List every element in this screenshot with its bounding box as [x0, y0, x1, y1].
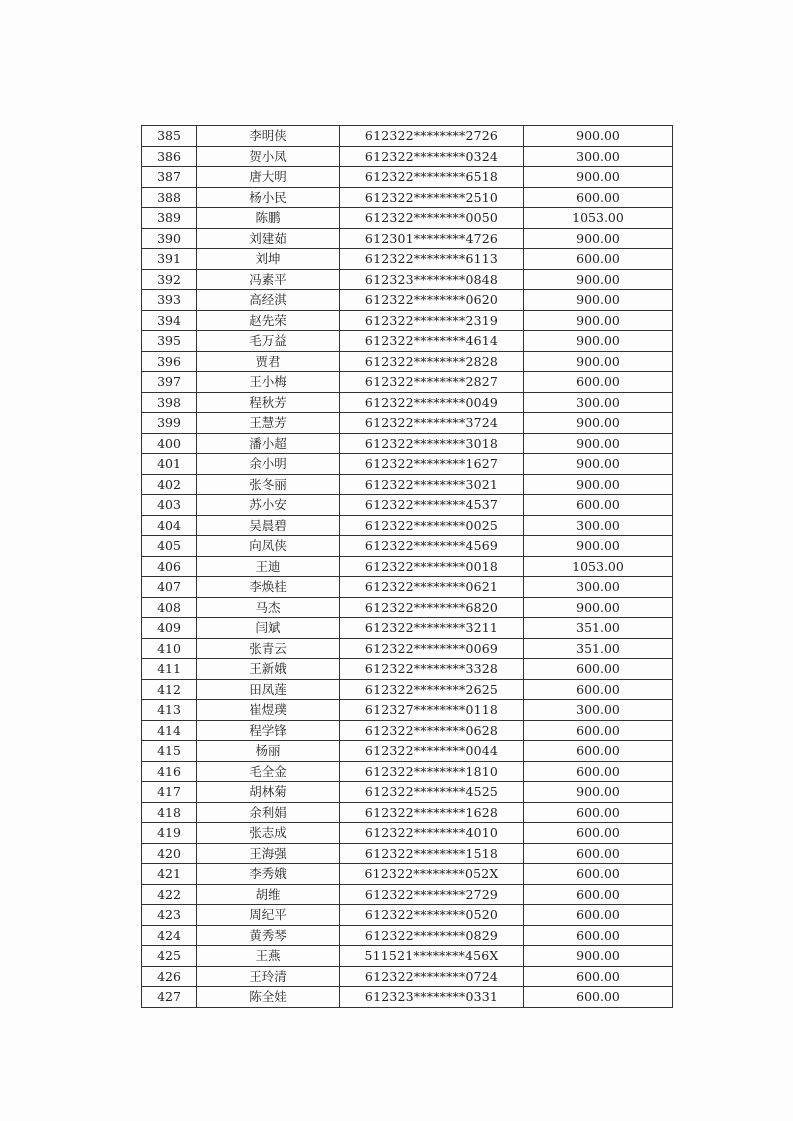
id-number-cell: 612322********0025	[340, 515, 524, 536]
row-number-cell: 425	[142, 946, 197, 967]
row-number-cell: 424	[142, 925, 197, 946]
amount-cell: 600.00	[524, 249, 673, 270]
roster-table	[141, 125, 673, 1008]
id-number-cell: 612322********0724	[340, 966, 524, 987]
table-row	[142, 228, 673, 249]
row-number-cell: 388	[142, 187, 197, 208]
name-cell: 杨小民	[197, 187, 340, 208]
row-number-cell: 403	[142, 495, 197, 516]
id-number-cell: 612322********3211	[340, 618, 524, 639]
name-cell: 贺小凤	[197, 146, 340, 167]
table-row	[142, 290, 673, 311]
table-row	[142, 679, 673, 700]
row-number-cell: 419	[142, 823, 197, 844]
amount-cell: 900.00	[524, 331, 673, 352]
name-cell: 苏小安	[197, 495, 340, 516]
amount-cell: 900.00	[524, 782, 673, 803]
table-row	[142, 413, 673, 434]
amount-cell: 600.00	[524, 823, 673, 844]
name-cell: 毛万益	[197, 331, 340, 352]
amount-cell: 600.00	[524, 761, 673, 782]
amount-cell: 900.00	[524, 351, 673, 372]
table-row	[142, 761, 673, 782]
row-number-cell: 409	[142, 618, 197, 639]
id-number-cell: 612322********2625	[340, 679, 524, 700]
name-cell: 向凤侠	[197, 536, 340, 557]
row-number-cell: 395	[142, 331, 197, 352]
table-row	[142, 720, 673, 741]
name-cell: 李秀娥	[197, 864, 340, 885]
id-number-cell: 612322********1627	[340, 454, 524, 475]
table-row	[142, 884, 673, 905]
table-row	[142, 823, 673, 844]
name-cell: 胡维	[197, 884, 340, 905]
row-number-cell: 418	[142, 802, 197, 823]
name-cell: 刘坤	[197, 249, 340, 270]
name-cell: 余小明	[197, 454, 340, 475]
amount-cell: 900.00	[524, 269, 673, 290]
row-number-cell: 407	[142, 577, 197, 598]
id-number-cell: 612322********4569	[340, 536, 524, 557]
row-number-cell: 408	[142, 597, 197, 618]
name-cell: 赵先荣	[197, 310, 340, 331]
id-number-cell: 612322********0620	[340, 290, 524, 311]
row-number-cell: 387	[142, 167, 197, 188]
amount-cell: 600.00	[524, 864, 673, 885]
table-row	[142, 843, 673, 864]
row-number-cell: 397	[142, 372, 197, 393]
table-row	[142, 638, 673, 659]
table-row	[142, 864, 673, 885]
amount-cell: 600.00	[524, 843, 673, 864]
row-number-cell: 426	[142, 966, 197, 987]
id-number-cell: 612322********2510	[340, 187, 524, 208]
name-cell: 闫斌	[197, 618, 340, 639]
row-number-cell: 396	[142, 351, 197, 372]
amount-cell: 600.00	[524, 679, 673, 700]
table-row	[142, 269, 673, 290]
row-number-cell: 415	[142, 741, 197, 762]
name-cell: 毛全金	[197, 761, 340, 782]
row-number-cell: 386	[142, 146, 197, 167]
id-number-cell: 511521********456X	[340, 946, 524, 967]
id-number-cell: 612322********0049	[340, 392, 524, 413]
name-cell: 王玲清	[197, 966, 340, 987]
amount-cell: 600.00	[524, 802, 673, 823]
name-cell: 张冬丽	[197, 474, 340, 495]
id-number-cell: 612322********2827	[340, 372, 524, 393]
name-cell: 胡林菊	[197, 782, 340, 803]
id-number-cell: 612322********6113	[340, 249, 524, 270]
table-row	[142, 392, 673, 413]
table-row	[142, 495, 673, 516]
amount-cell: 600.00	[524, 187, 673, 208]
name-cell: 王海强	[197, 843, 340, 864]
amount-cell: 600.00	[524, 987, 673, 1008]
amount-cell: 900.00	[524, 536, 673, 557]
amount-cell: 900.00	[524, 413, 673, 434]
table-row	[142, 946, 673, 967]
table-row	[142, 556, 673, 577]
amount-cell: 600.00	[524, 659, 673, 680]
name-cell: 周纪平	[197, 905, 340, 926]
row-number-cell: 420	[142, 843, 197, 864]
row-number-cell: 399	[142, 413, 197, 434]
id-number-cell: 612322********3328	[340, 659, 524, 680]
id-number-cell: 612322********4010	[340, 823, 524, 844]
amount-cell: 600.00	[524, 372, 673, 393]
table-row	[142, 802, 673, 823]
amount-cell: 900.00	[524, 474, 673, 495]
row-number-cell: 393	[142, 290, 197, 311]
id-number-cell: 612322********3018	[340, 433, 524, 454]
amount-cell: 300.00	[524, 392, 673, 413]
id-number-cell: 612322********3724	[340, 413, 524, 434]
table-row	[142, 905, 673, 926]
row-number-cell: 414	[142, 720, 197, 741]
amount-cell: 900.00	[524, 228, 673, 249]
amount-cell: 900.00	[524, 126, 673, 147]
name-cell: 贾君	[197, 351, 340, 372]
id-number-cell: 612322********0621	[340, 577, 524, 598]
amount-cell: 351.00	[524, 638, 673, 659]
row-number-cell: 411	[142, 659, 197, 680]
name-cell: 王慧芳	[197, 413, 340, 434]
name-cell: 程秋芳	[197, 392, 340, 413]
table-row	[142, 249, 673, 270]
table-row	[142, 577, 673, 598]
name-cell: 唐大明	[197, 167, 340, 188]
table-row	[142, 987, 673, 1008]
name-cell: 张志成	[197, 823, 340, 844]
id-number-cell: 612322********2828	[340, 351, 524, 372]
row-number-cell: 417	[142, 782, 197, 803]
id-number-cell: 612327********0118	[340, 700, 524, 721]
table-row	[142, 126, 673, 147]
name-cell: 黄秀琴	[197, 925, 340, 946]
name-cell: 程学锋	[197, 720, 340, 741]
row-number-cell: 412	[142, 679, 197, 700]
id-number-cell: 612322********2319	[340, 310, 524, 331]
row-number-cell: 391	[142, 249, 197, 270]
name-cell: 张青云	[197, 638, 340, 659]
id-number-cell: 612322********0050	[340, 208, 524, 229]
row-number-cell: 398	[142, 392, 197, 413]
amount-cell: 600.00	[524, 925, 673, 946]
amount-cell: 1053.00	[524, 556, 673, 577]
name-cell: 马杰	[197, 597, 340, 618]
row-number-cell: 423	[142, 905, 197, 926]
amount-cell: 1053.00	[524, 208, 673, 229]
name-cell: 高经淇	[197, 290, 340, 311]
row-number-cell: 400	[142, 433, 197, 454]
name-cell: 崔煜璞	[197, 700, 340, 721]
row-number-cell: 422	[142, 884, 197, 905]
table-row	[142, 741, 673, 762]
table-row	[142, 310, 673, 331]
amount-cell: 900.00	[524, 290, 673, 311]
row-number-cell: 404	[142, 515, 197, 536]
amount-cell: 300.00	[524, 515, 673, 536]
amount-cell: 600.00	[524, 884, 673, 905]
amount-cell: 900.00	[524, 310, 673, 331]
name-cell: 王新娥	[197, 659, 340, 680]
id-number-cell: 612322********0324	[340, 146, 524, 167]
id-number-cell: 612322********1810	[340, 761, 524, 782]
name-cell: 王小梅	[197, 372, 340, 393]
row-number-cell: 416	[142, 761, 197, 782]
name-cell: 李焕桂	[197, 577, 340, 598]
id-number-cell: 612322********2726	[340, 126, 524, 147]
id-number-cell: 612322********3021	[340, 474, 524, 495]
id-number-cell: 612322********4525	[340, 782, 524, 803]
name-cell: 刘建茹	[197, 228, 340, 249]
table-row	[142, 433, 673, 454]
table-row	[142, 597, 673, 618]
id-number-cell: 612322********0018	[340, 556, 524, 577]
name-cell: 田凤莲	[197, 679, 340, 700]
table-row	[142, 454, 673, 475]
amount-cell: 900.00	[524, 433, 673, 454]
name-cell: 陈鹏	[197, 208, 340, 229]
table-row	[142, 372, 673, 393]
amount-cell: 600.00	[524, 495, 673, 516]
table-row	[142, 782, 673, 803]
table-row	[142, 618, 673, 639]
table-row	[142, 700, 673, 721]
id-number-cell: 612322********0044	[340, 741, 524, 762]
row-number-cell: 406	[142, 556, 197, 577]
id-number-cell: 612322********052X	[340, 864, 524, 885]
table-row	[142, 659, 673, 680]
table-row	[142, 474, 673, 495]
amount-cell: 900.00	[524, 167, 673, 188]
id-number-cell: 612322********4614	[340, 331, 524, 352]
amount-cell: 351.00	[524, 618, 673, 639]
amount-cell: 300.00	[524, 577, 673, 598]
id-number-cell: 612322********0520	[340, 905, 524, 926]
amount-cell: 900.00	[524, 597, 673, 618]
table-row	[142, 536, 673, 557]
amount-cell: 300.00	[524, 146, 673, 167]
id-number-cell: 612322********2729	[340, 884, 524, 905]
row-number-cell: 427	[142, 987, 197, 1008]
name-cell: 陈全娃	[197, 987, 340, 1008]
id-number-cell: 612322********1628	[340, 802, 524, 823]
name-cell: 吴晨碧	[197, 515, 340, 536]
id-number-cell: 612322********0069	[340, 638, 524, 659]
row-number-cell: 392	[142, 269, 197, 290]
table-row	[142, 925, 673, 946]
name-cell: 李明侠	[197, 126, 340, 147]
table-row	[142, 515, 673, 536]
name-cell: 潘小超	[197, 433, 340, 454]
amount-cell: 300.00	[524, 700, 673, 721]
amount-cell: 900.00	[524, 946, 673, 967]
row-number-cell: 405	[142, 536, 197, 557]
row-number-cell: 389	[142, 208, 197, 229]
id-number-cell: 612322********1518	[340, 843, 524, 864]
table-row	[142, 146, 673, 167]
row-number-cell: 394	[142, 310, 197, 331]
id-number-cell: 612322********0829	[340, 925, 524, 946]
row-number-cell: 421	[142, 864, 197, 885]
name-cell: 杨丽	[197, 741, 340, 762]
id-number-cell: 612301********4726	[340, 228, 524, 249]
row-number-cell: 410	[142, 638, 197, 659]
id-number-cell: 612323********0848	[340, 269, 524, 290]
id-number-cell: 612322********6820	[340, 597, 524, 618]
amount-cell: 600.00	[524, 720, 673, 741]
amount-cell: 600.00	[524, 905, 673, 926]
amount-cell: 900.00	[524, 454, 673, 475]
name-cell: 余利娟	[197, 802, 340, 823]
name-cell: 王燕	[197, 946, 340, 967]
id-number-cell: 612323********0331	[340, 987, 524, 1008]
table-row	[142, 351, 673, 372]
name-cell: 王迪	[197, 556, 340, 577]
row-number-cell: 385	[142, 126, 197, 147]
table-row	[142, 167, 673, 188]
table-row	[142, 331, 673, 352]
id-number-cell: 612322********4537	[340, 495, 524, 516]
row-number-cell: 390	[142, 228, 197, 249]
table-row	[142, 208, 673, 229]
row-number-cell: 401	[142, 454, 197, 475]
id-number-cell: 612322********0628	[340, 720, 524, 741]
name-cell: 冯素平	[197, 269, 340, 290]
roster-table-body	[142, 126, 673, 1008]
id-number-cell: 612322********6518	[340, 167, 524, 188]
row-number-cell: 413	[142, 700, 197, 721]
amount-cell: 600.00	[524, 966, 673, 987]
table-row	[142, 187, 673, 208]
row-number-cell: 402	[142, 474, 197, 495]
table-row	[142, 966, 673, 987]
amount-cell: 600.00	[524, 741, 673, 762]
